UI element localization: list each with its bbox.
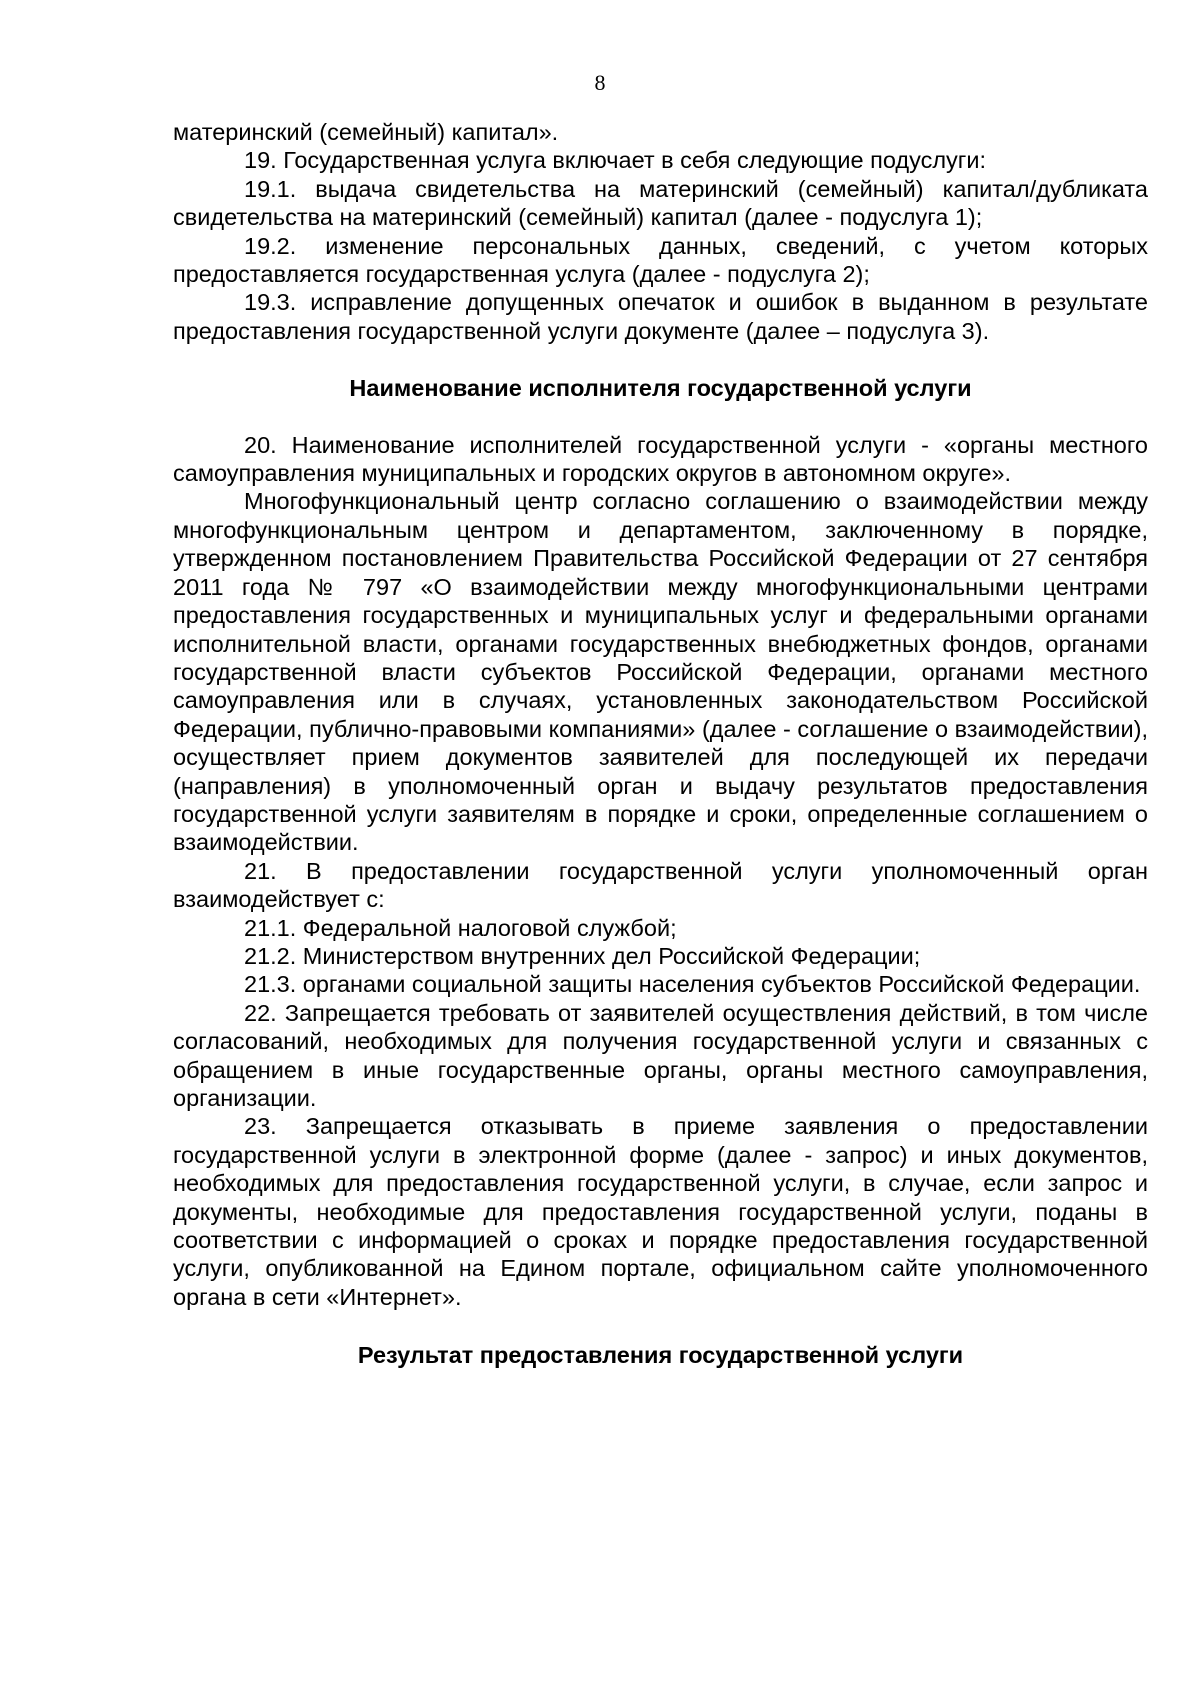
paragraph-19-3: 19.3. исправление допущенных опечаток и ошибок в выданном в результате предоставления государственной услуги документе (далее – подуслуга 3).	[173, 289, 1148, 344]
section-heading-result: Результат предоставления государственной услуги	[357, 1342, 964, 1369]
paragraph-19: 19. Государственная услуга включает в себя следующие подуслуги:	[244, 147, 987, 174]
paragraph-23: 23. Запрещается отказывать в приеме заявления о предоставлении государственной услуги в электронной форме (далее - запрос) и иных документов, необходимых для предоставления государственной услуги, в случае, если запрос и документы, необходимые для предоставления государственной услуги, поданы в соответствии с информацией о сроках и порядке предоставления государственной услуги, опубликованной на Едином портале, официальном сайте уполномоченного органа в сети «Интернет».	[173, 1113, 1148, 1310]
paragraph-19-1: 19.1. выдача свидетельства на материнский (семейный) капитал/дубликата свидетельства на материнский (семейный) капитал (далее - подуслуга 1);	[173, 175, 1148, 231]
paragraph-21-1: 21.1. Федеральной налоговой службой;	[244, 914, 677, 941]
paragraph-21-2: 21.2. Министерством внутренних дел Российской Федерации;	[244, 942, 921, 969]
section-heading-executor: Наименование исполнителя государственной услуги	[349, 375, 972, 402]
paragraph-21-3: 21.3. органами социальной защиты населения субъектов Российской Федерации.	[244, 971, 1141, 998]
paragraph-mfc: Многофункциональный центр согласно соглашению о взаимодействии между многофункциональным центром и департаментом, заключенному в порядке, утвержденном постановлением Правительства Российской Федерации от 27 сентября 2011 года № 797 «О взаимодействии между многофункциональными центрами предоставления государственных и муниципальных услуг и федеральными органами исполнительной власти, органами государственных внебюджетных фондов, органами государственной власти субъектов Российской Федерации, органами местного самоуправления или в случаях, установленных законодательством Российской Федерации, публично-правовыми компаниями» (далее - соглашение о взаимодействии), осуществляет прием документов заявителей для последующей их передачи (направления) в уполномоченный орган и выдачу результатов предоставления государственной услуги заявителям в порядке и сроки, определенные соглашением о взаимодействии.	[173, 488, 1148, 856]
paragraph-22: 22. Запрещается требовать от заявителей осуществления действий, в том числе согласований, необходимых для получения государственной услуги и связанных с обращением в иные государственные органы, органы местного самоуправления, организации.	[173, 999, 1148, 1111]
paragraph-19-2: 19.2. изменение персональных данных, сведений, с учетом которых предоставляется государственная услуга (далее - подуслуга 2);	[173, 232, 1148, 288]
paragraph-21: 21. В предоставлении государственной услуги уполномоченный орган взаимодействует с:	[173, 857, 1148, 913]
paragraph-continuation: материнский (семейный) капитал».	[173, 119, 559, 145]
page-number: 8	[594, 70, 606, 95]
document-body	[173, 118, 1148, 1370]
paragraph-20: 20. Наименование исполнителей государственной услуги - «органы местного самоуправления муниципальных и городских округов в автономном округе».	[173, 431, 1148, 487]
